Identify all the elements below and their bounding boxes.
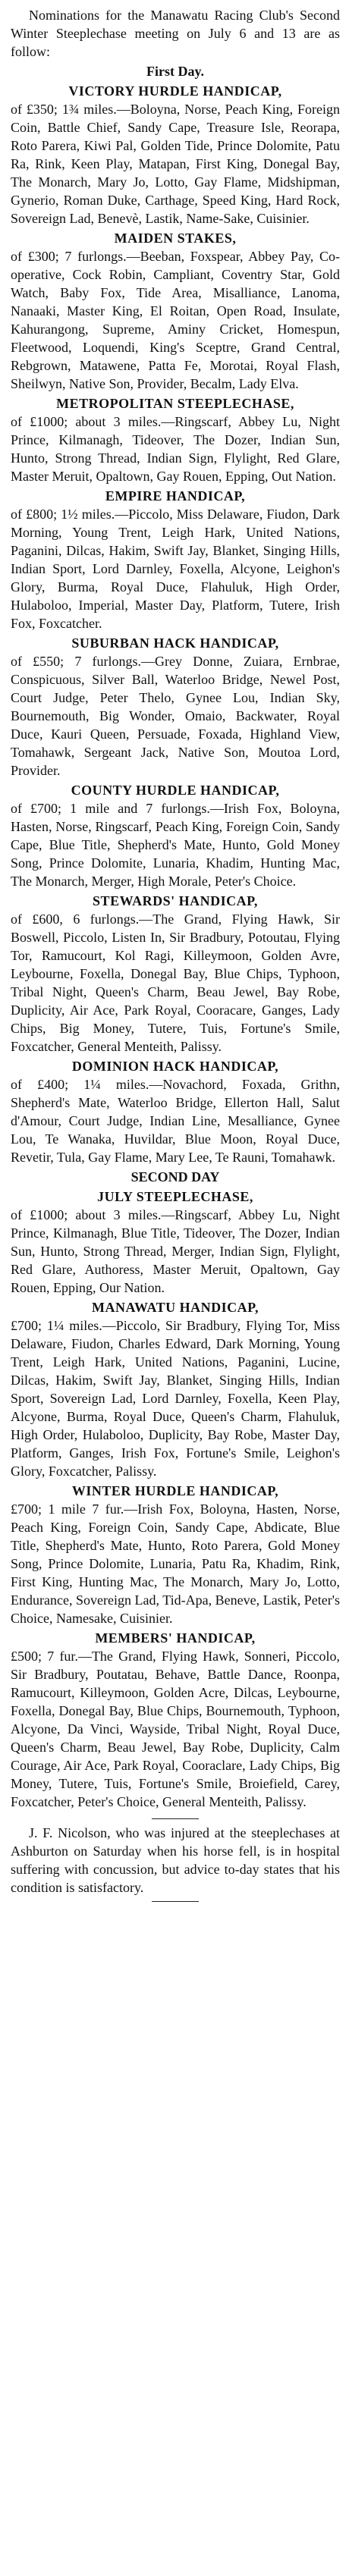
separator-rule <box>152 1901 199 1902</box>
intro-paragraph: Nominations for the Manawatu Racing Club's Second Winter Steeplechase meeting on July 6 and 13 are as follow: <box>11 8 340 59</box>
race-title: WINTER HURDLE HANDICAP, <box>71 1483 279 1498</box>
race-nominations: of £800; 1½ miles.—Piccolo, Miss Delaware, Fiudon, Dark Morning, Young Trent, Leigh Hark, United Nations, Paganini, Dilcas, Hakim, Swift Jay, Blanket, Singing Hills, Indian Sport, Lord Darnley, Foxella, Alcyone, Leighon's Glory, Burma, Royal Duce, Flahuluk, High Order, Hulaboloo, Imperial, Master Day, Platform, Tutere, Irish Fox, Foxcatcher. <box>11 507 340 631</box>
race-nominations: £700; 1 mile 7 fur.—Irish Fox, Boloyna, Hasten, Norse, Peach King, Foreign Coin, Sandy Cape, Abdicate, Blue Title, Shepherd's Mate, Hunto, Roto Parera, Gold Money Song, Prince Dolomite, Lunaria, Patu Ra, Khadim, Rink, First King, Hunting Mac, The Monarch, Mary Jo, Lotto, Endurance, Sovereign Lad, Tid-Apa, Beneve, Lastik, Peter's Choice, Namesake, Cuisinier. <box>11 1501 340 1626</box>
news-note: J. F. Nicolson, who was injured at the steeplechases at Ashburton on Saturday when his horse fell, is in hospital suffering with concussion, but advice to-day states that his condition is satisfactory. <box>11 1825 340 1895</box>
race-title: METROPOLITAN STEEPLECHASE, <box>56 396 294 411</box>
race-title: EMPIRE HANDICAP, <box>105 488 246 504</box>
race-title: MANAWATU HANDICAP, <box>91 1300 259 1315</box>
race-nominations: of £1000; about 3 miles.—Ringscarf, Abbey Lu, Night Prince, Kilmanagh, Tideover, The Dozer, Indian Sun, Hunto, Strong Thread, Indian Sign, Flylight, Red Glare, Master Meruit, Opaltown, Gay Rouen, Epping, Out Nation. <box>11 414 340 484</box>
race-nominations: of £400; 1¼ miles.—Novachord, Foxada, Grithn, Shepherd's Mate, Waterloo Bridge, Ellerton Hall, Salut d'Amour, Court Judge, Indian Line, Mesalliance, Gynee Lou, Te Wanaka, Huvildar, Blue Moon, Royal Duce, Revetir, Tula, Gay Flame, Mary Lee, Te Rauni, Tomahawk. <box>11 1077 340 1165</box>
race-title: STEWARDS' HANDICAP, <box>93 893 258 908</box>
race-entry <box>11 892 340 1056</box>
race-entry <box>11 781 340 890</box>
race-entry <box>11 82 340 227</box>
race-nominations: of £300; 7 furlongs.—Beeban, Foxspear, Abbey Pay, Co-operative, Cock Robin, Campliant, Coventry Star, Gold Watch, Baby Fox, Tide Area, Misalliance, Lanoma, Nanaaki, Master King, El Roitan, Open Road, Insulate, Kahurangong, Supreme, Aminy Cricket, Homespun, Fleetwood, Loquendi, King's Sceptre, Grand Central, Rebgrown, Matawene, Patta Fe, Morotai, Royal Flash, Sheilwyn, Native Son, Provider, Becalm, Lady Elva. <box>11 249 340 391</box>
second-day-heading: SECOND DAY <box>130 1169 220 1184</box>
race-nominations: of £1000; about 3 miles.—Ringscarf, Abbey Lu, Night Prince, Kilmanagh, Blue Title, Tideover, The Dozer, Indian Sun, Hunto, Strong Thread, Merger, Indian Sign, Flylight, Red Glare, Authoress, Master Meruit, Opaltown, Gay Rouen, Epping, Our Nation. <box>11 1207 340 1295</box>
race-entry <box>11 1188 340 1297</box>
race-entry <box>11 229 340 393</box>
first-day-races <box>11 82 340 1166</box>
race-title: VICTORY HURDLE HANDICAP, <box>68 83 282 99</box>
race-nominations: of £600, 6 furlongs.—The Grand, Flying Hawk, Sir Boswell, Piccolo, Listen In, Sir Bradbury, Potoutau, Flying Tor, Ramucourt, Kol Ragi, Killeymoon, Golden Avre, Leybourne, Foxella, Donegal Bay, Blue Chips, Typhoon, Tribal Night, Queen's Charm, Beau Jewel, Bay Robe, Duplicity, Air Ace, Park Royal, Cooracare, Ganges, Lady Chips, Big Money, Tutere, Tuis, Fortune's Smile, Foxcatcher, General Menteith, Palissy. <box>11 911 340 1054</box>
second-day-races <box>11 1188 340 1811</box>
race-entry <box>11 1629 340 1811</box>
race-entry <box>11 487 340 632</box>
race-title: JULY STEEPLECHASE, <box>97 1189 253 1204</box>
race-nominations: £700; 1¼ miles.—Piccolo, Sir Bradbury, Flying Tor, Miss Delaware, Fiudon, Charles Edward, Dark Morning, Young Trent, Leigh Hark, United Nations, Paganini, Lucine, Dilcas, Hakim, Swift Jay, Blanket, Singing Hills, Indian Sport, Sovereign Lad, Lord Darnley, Foxella, Keen Play, Alcyone, Burma, Royal Duce, Queen's Charm, Flahuluk, High Order, Hulaboloo, Duplicity, Bay Robe, Master Day, Platform, Ganges, Irish Fox, Fortune's Smile, Leighon's Glory, Foxcatcher, Palissy. <box>11 1318 340 1479</box>
race-entry <box>11 394 340 485</box>
race-entry <box>11 1482 340 1627</box>
first-day-heading: First Day. <box>146 64 204 79</box>
race-title: COUNTY HURDLE HANDICAP, <box>71 783 280 798</box>
race-title: MAIDEN STAKES, <box>114 231 237 246</box>
race-entry <box>11 1298 340 1480</box>
race-entry <box>11 634 340 780</box>
race-title: DOMINION HACK HANDICAP, <box>71 1059 279 1074</box>
race-entry <box>11 1057 340 1166</box>
separator-rule <box>152 1818 199 1819</box>
race-title: SUBURBAN HACK HANDICAP, <box>71 635 279 651</box>
race-title: MEMBERS' HANDICAP, <box>95 1630 256 1646</box>
race-nominations: of £550; 7 furlongs.—Grey Donne, Zuiara, Ernbrae, Conspicuous, Silver Ball, Waterloo Bridge, Newel Post, Court Judge, Peter Thelo, Gynee Lou, Indian Sky, Bournemouth, Big Wonder, Omaio, Backwater, Royal Duce, Kauri Queen, Persuade, Foxada, Highland View, Tomahawk, Sergeant Jack, Native Son, Moutoa Lord, Provider. <box>11 654 340 778</box>
race-nominations: of £350; 1¾ miles.—Boloyna, Norse, Peach King, Foreign Coin, Battle Chief, Sandy Cape, Treasure Isle, Reorapa, Roto Parera, Kiwi Pal, Golden Tide, Prince Dolomite, Patu Ra, Rink, Keen Play, Matapan, First King, Donegal Bay, The Monarch, Mary Jo, Lotto, Gay Flame, Midshipman, Gynerio, Roman Duke, Carthage, Speed King, Hard Rock, Sovereign Lad, Benevè, Lastik, Name-Sake, Cuisinier. <box>11 102 340 226</box>
race-nominations: £500; 7 fur.—The Grand, Flying Hawk, Sonneri, Piccolo, Sir Bradbury, Poutatau, Behave, Battle Dance, Roonpa, Ramucourt, Killeymoon, Golden Acre, Dilcas, Leybourne, Foxella, Donegal Bay, Blue Chips, Bournemouth, Typhoon, Alcyone, Da Vinci, Wayside, Tribal Night, Royal Duce, Queen's Charm, Beau Jewel, Bay Robe, Duplicity, Calm Courage, Air Ace, Park Royal, Cooraclare, Lady Chips, Big Money, Tutere, Tuis, Fortune's Smile, Broiefield, Carey, Foxcatcher, Peter's Choice, General Menteith, Palissy. <box>11 1649 340 1809</box>
race-nominations: of £700; 1 mile and 7 furlongs.—Irish Fox, Boloyna, Hasten, Norse, Ringscarf, Peach King, Foreign Coin, Sandy Cape, Blue Title, Shepherd's Mate, Hunto, Gold Money Song, Prince Dolomite, Lunaria, Khadim, Hunting Mac, The Monarch, Merger, High Morale, Peter's Choice. <box>11 801 340 889</box>
